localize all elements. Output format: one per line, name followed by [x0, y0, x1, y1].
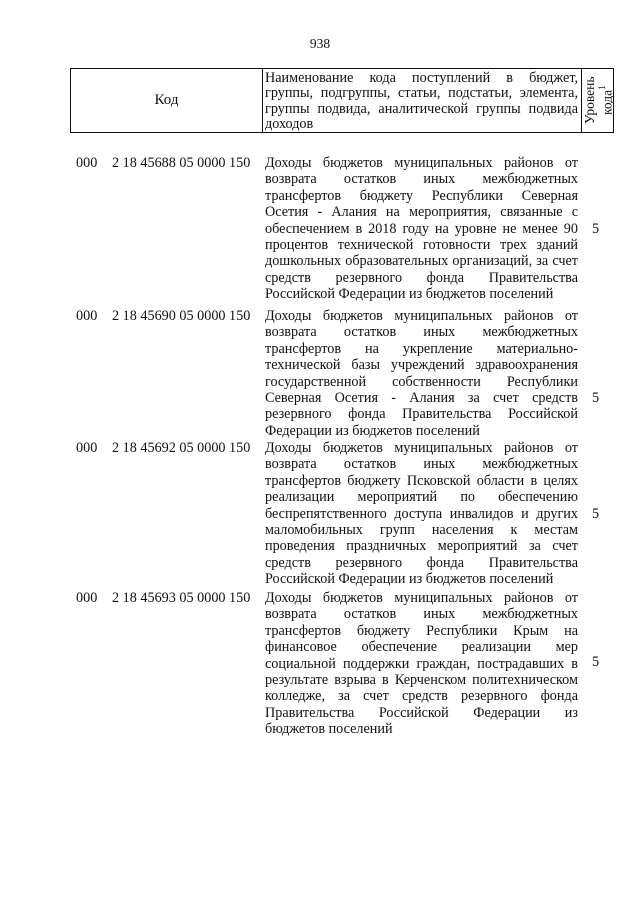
column-header-code: Код — [154, 92, 179, 108]
income-level: 5 — [592, 390, 600, 406]
income-level: 5 — [592, 506, 600, 522]
income-code: 2 18 45693 05 0000 150 — [112, 590, 251, 606]
income-description: Доходы бюджетов муниципальных районов от возврата остатков иных межбюджетных трансфертов бюджету Республики Северная Осетия - Алания на мероприятия, связанные с обеспечением в 2018 году на уровне не менее 90 процентов технической готовности трех зданий дошкольных образовательных организаций, за счет средств резервного фонда Правительства Российской Федерации из бюджетов поселений — [265, 155, 578, 303]
column-header-name: Наименование кода поступлений в бюджет, группы, подгруппы, статьи, подстатьи, элемента, группы подвида, аналитической группы подвида доходов — [265, 70, 578, 132]
income-level: 5 — [592, 221, 600, 237]
income-code: 2 18 45692 05 0000 150 — [112, 440, 251, 456]
admin-code: 000 — [76, 308, 98, 324]
income-code: 2 18 45688 05 0000 150 — [112, 155, 251, 171]
column-divider — [262, 69, 263, 132]
income-description: Доходы бюджетов муниципальных районов от возврата остатков иных межбюджетных трансфертов бюджету Псковской области в целях реализации мероприятий по обеспечению беспрепятственного доступа инвалидов и других маломобильных групп населения к местам проведения праздничных мероприятий за счет средств резервного фонда Правительства Российской Федерации из бюджетов поселений — [265, 440, 578, 588]
admin-code: 000 — [76, 590, 98, 606]
admin-code: 000 — [76, 440, 98, 456]
page-number: 938 — [309, 36, 331, 51]
income-description: Доходы бюджетов муниципальных районов от возврата остатков иных межбюджетных трансфертов бюджету Республики Крым на финансовое обеспечение реализации мер социальной поддержки граждан, пострадавших в результате взрыва в Керченском политехническом колледже, за счет средств резервного фонда Правительства Российской Федерации из бюджетов поселений — [265, 590, 578, 738]
table-header — [70, 68, 614, 133]
admin-code: 000 — [76, 155, 98, 171]
income-level: 5 — [592, 654, 600, 670]
level-label-text: Уровень кода — [581, 76, 615, 125]
column-header-level-text — [583, 69, 614, 132]
column-header-level — [583, 69, 613, 132]
income-description: Доходы бюджетов муниципальных районов от возврата остатков иных межбюджетных трансфертов на укрепление материально-технической базы учреждений здравоохранения государственной собственности Республики Северная Осетия - Алания за счет средств резервного фонда Правительства Российской Федерации из бюджетов поселений — [265, 308, 578, 439]
level-footnote-mark: 1 — [596, 85, 607, 91]
income-code: 2 18 45690 05 0000 150 — [112, 308, 251, 324]
